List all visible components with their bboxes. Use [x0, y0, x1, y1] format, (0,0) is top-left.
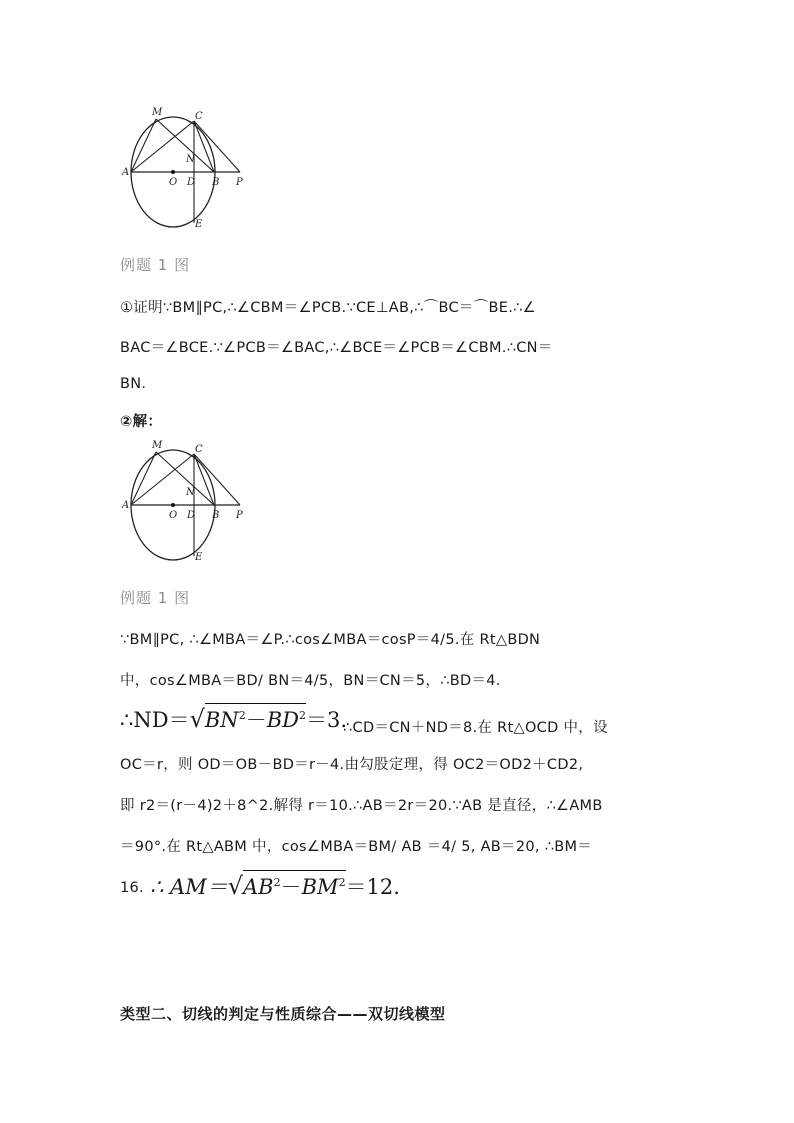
label-E: E: [195, 552, 203, 563]
circle-diagram: [118, 105, 248, 240]
formula-rhs: ＝12.: [345, 875, 400, 899]
formula-lhs: ∴ AM＝: [150, 875, 228, 899]
label-A: A: [122, 167, 130, 178]
figure-caption-2: 例题 1 图: [120, 589, 191, 607]
solution-line-7: 16.: [120, 880, 144, 896]
solution-line-3: ∴CD＝CN＋ND＝8.在 Rt△OCD 中，设: [343, 720, 608, 736]
figure-caption-1: 例题 1 图: [120, 256, 191, 274]
radical-sign: √: [189, 705, 205, 733]
label-C: C: [195, 111, 203, 122]
line-CP: [194, 121, 240, 172]
label-P: P: [236, 510, 243, 521]
geometry-figure-1: [118, 105, 248, 240]
label-N: N: [186, 154, 195, 165]
label-P: P: [236, 177, 243, 188]
solution-line-4: OC＝r，则 OD＝OB－BD＝r－4.由勾股定理，得 OC2＝OD2＋CD2,: [120, 757, 584, 773]
solution-label: ②解：: [120, 414, 163, 430]
solution-line-2: 中，cos∠MBA＝BD/ BN＝4/5，BN＝CN＝5，∴BD＝4.: [120, 673, 501, 689]
formula-rhs: ＝3.: [305, 708, 348, 732]
formula-AM: [150, 870, 400, 901]
line-AC: [131, 121, 194, 172]
label-M: M: [152, 440, 163, 451]
line-MB: [156, 452, 214, 505]
solution-line-1: ∵BM∥PC, ∴∠MBA＝∠P.∴cos∠MBA＝cosP＝4/5.在 Rt△BDN: [120, 632, 541, 648]
label-D: D: [187, 177, 196, 188]
proof-line-1: ①证明∵BM∥PC,∴∠CBM＝∠PCB.∵CE⊥AB,∴⌒BC＝⌒BE.∴∠: [120, 300, 536, 316]
proof-line-3: BN.: [120, 376, 147, 392]
label-B: B: [212, 177, 220, 188]
label-E: E: [195, 219, 203, 230]
label-M: M: [152, 107, 163, 118]
solution-line-5: 即 r2＝(r－4)2＋8^2.解得 r＝10.∴AB＝2r＝20.∵AB 是直径，∴∠AMB: [120, 798, 603, 814]
label-C: C: [195, 444, 203, 455]
radicand: $BN^2-BD^2$: [205, 703, 306, 731]
center-point-O: [171, 170, 175, 174]
section-heading: 类型二、切线的判定与性质综合——双切线模型: [120, 1005, 446, 1023]
label-D: D: [187, 510, 196, 521]
geometry-figure-2: [118, 438, 248, 573]
center-point-O: [171, 503, 175, 507]
solution-line-6: ＝90°.在 Rt△ABM 中，cos∠MBA＝BM/ AB ＝4/ 5, AB＝20, ∴BM＝: [120, 839, 593, 855]
line-AC: [131, 454, 194, 505]
label-B: B: [212, 510, 220, 521]
proof-line-2: BAC＝∠BCE.∵∠PCB＝∠BAC,∴∠BCE＝∠PCB＝∠CBM.∴CN＝: [120, 340, 553, 356]
line-CP: [194, 454, 240, 505]
label-A: A: [122, 500, 130, 511]
line-AM: [131, 452, 156, 505]
radicand: $AB^2-BM^2$: [243, 870, 346, 898]
line-AM: [131, 119, 156, 172]
label-N: N: [186, 487, 195, 498]
formula-ND: [120, 703, 347, 734]
line-MB: [156, 119, 214, 172]
label-O: O: [169, 510, 178, 521]
circle-diagram: [118, 438, 248, 573]
formula-lhs: ∴ND＝: [120, 708, 190, 732]
radical-sign: √: [227, 872, 244, 900]
label-O: O: [169, 177, 178, 188]
